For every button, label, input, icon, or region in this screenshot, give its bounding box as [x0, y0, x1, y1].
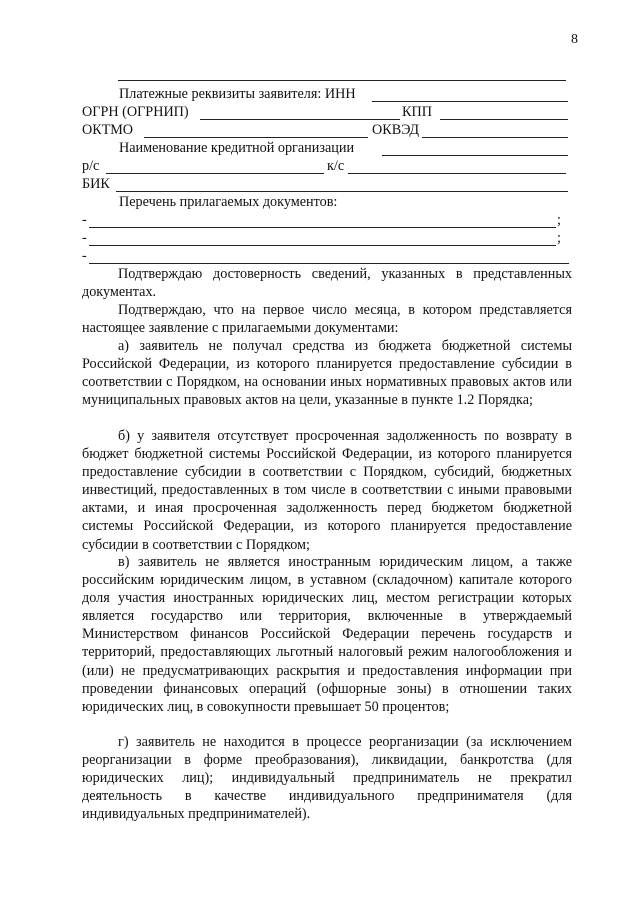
requisites-label: Платежные реквизиты заявителя: ИНН [119, 86, 356, 102]
oktmo-label: ОКТМО [82, 122, 134, 138]
confirm-accuracy-text: Подтверждаю достоверность сведений, указанных в представленных документах. [82, 266, 572, 301]
doc-line-1-field[interactable] [89, 227, 556, 228]
bik-label: БИК [82, 176, 110, 192]
item-a-paragraph [82, 337, 572, 409]
confirm-intro-text: Подтверждаю, что на первое число месяца, в котором представляется настоящее заявление с прилагаемыми документами: [82, 302, 572, 337]
rs-field[interactable] [106, 173, 324, 174]
doc-line-1-dash: - [82, 212, 87, 228]
okved-label: ОКВЭД [372, 122, 420, 138]
item-c-text: в) заявитель не является иностранным юридическим лицом, а также российским юридическим лицом, в уставном (складочном) капитале которого доля участия иностранных юридических лиц, местом регистрации которых является государство или территория, включенные в утверждаемый Министерством финансов Российской Федерации перечень государств и территорий, предоставляющих льготный налоговый режим налогообложения и (или) не предусматривающих раскрытия и предоставления информации при проведении финансовых операций (офшорные зоны) в отношении таких юридических лиц, в совокупности превышает 50 процентов; [82, 554, 572, 715]
item-a-text: а) заявитель не получал средства из бюджета бюджетной системы Российской Федерации, из которого планируется предоставление субсидии в соответствии с Порядком, на основании иных нормативных правовых актов или муниципальных правовых актов на цели, указанные в пункте 1.2 Порядка; [82, 338, 572, 409]
item-d-text: г) заявитель не находится в процессе реорганизации (за исключением реорганизации в форме преобразования), ликвидации, банкротства (для юридических лиц); индивидуальный предприниматель не прекратил деятельность в качестве индивидуального предпринимателя (для индивидуальных предпринимателей). [82, 734, 572, 823]
confirm-accuracy-paragraph [82, 265, 572, 301]
bank-name-label: Наименование кредитной организации [119, 140, 355, 156]
ogrn-field[interactable] [200, 119, 400, 120]
doc-line-2-end: ; [557, 230, 561, 246]
doc-line-3-dash: - [82, 248, 87, 264]
doc-line-2-dash: - [82, 230, 87, 246]
inn-field[interactable] [372, 101, 568, 102]
ks-label: к/с [327, 158, 345, 174]
item-d-paragraph [82, 733, 572, 823]
okved-field[interactable] [422, 137, 568, 138]
item-b-paragraph [82, 427, 572, 554]
ks-field[interactable] [348, 173, 566, 174]
page-number: 8 [571, 32, 578, 47]
doc-line-2-field[interactable] [89, 245, 556, 246]
top-rule [118, 80, 566, 81]
doc-line-1-end: ; [557, 212, 561, 228]
item-b-text: б) у заявителя отсутствует просроченная задолженность по возврату в бюджет бюджетной системы Российской Федерации, из которого планируется предоставление субсидии в соответствии с Порядком, субсидий, бюджетных инвестиций, предоставленных в том числе в соответствии с иными правовыми актами, и иная просроченная задолженность перед бюджетом бюджетной системы Российской Федерации, из которого планируется предоставление субсидии в соответствии с Порядком; [82, 428, 572, 553]
kpp-label: КПП [402, 104, 432, 120]
bank-name-field[interactable] [382, 155, 568, 156]
rs-label: р/с [82, 158, 100, 174]
ogrn-label: ОГРН (ОГРНИП) [82, 104, 189, 120]
bik-field[interactable] [116, 191, 568, 192]
oktmo-field[interactable] [144, 137, 368, 138]
kpp-field[interactable] [440, 119, 568, 120]
doc-line-3-field[interactable] [89, 263, 569, 264]
confirm-intro-paragraph [82, 301, 572, 337]
documents-label: Перечень прилагаемых документов: [119, 194, 338, 210]
item-c-paragraph [82, 553, 572, 716]
